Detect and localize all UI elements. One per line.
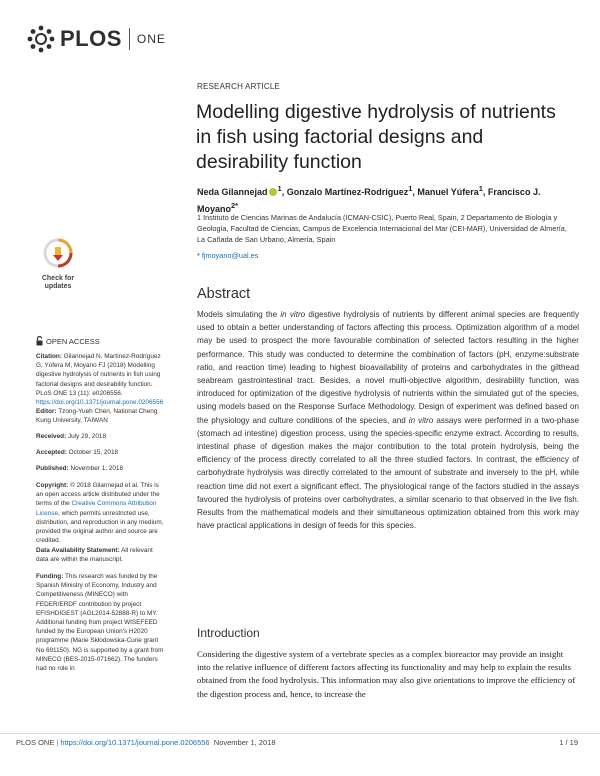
- sidebar-text: Gilannejad N, Martínez-Rodríguez G, Yúfera M, Moyano FJ (2018) Modelling digestive hydrolysis of nutrients in fish using factorial designs and desirability function. PLoS ONE 13 (11): e0206556.: [36, 353, 161, 397]
- sidebar-label: Copyright:: [36, 482, 69, 489]
- plos-one-logo[interactable]: [26, 22, 166, 56]
- footer-divider: [0, 733, 600, 734]
- abstract-part: assays were performed in a two-phase (stomach ad intestine) digestion process, using the species-specific enzyme extract. According to results, intestinal phase of digestion makes the major contribution to the total protein hydrolysis, being the efficiency of the process directly correlated to all the three studied factors. In contrast, the efficiency of carbohydrate hydrolysis was directly correlated to the amount of substrate and inversely to the pH, while reaction time did not exert a significant effect. The physiological range of the factors studied in the assays favoured the hydrolysis of proteins over carbohydrates, a similar scenario to that observed in the live fish. Results from the mathematical models and their simultaneous optimization obtained from this work may have practical applications in design of feeds for this species.: [197, 415, 579, 531]
- citation-block: [36, 352, 166, 407]
- abstract-em: in vitro: [408, 415, 434, 425]
- abstract-text: [197, 308, 579, 532]
- author-name[interactable]: , Manuel Yúfera: [412, 187, 479, 197]
- sidebar-label: Accepted:: [36, 449, 67, 456]
- abstract-em: in vitro: [280, 310, 306, 319]
- author-affil: 1: [277, 184, 282, 193]
- sidebar-text: , which permits unrestricted use, distribution, and reproduction in any medium, provided the original author and source are credited.: [36, 509, 164, 545]
- sidebar-label: Funding:: [36, 573, 64, 580]
- sidebar-text: July 29, 2018: [66, 433, 106, 440]
- sidebar-label: Published:: [36, 465, 69, 472]
- sidebar-label: Received:: [36, 433, 67, 440]
- citation-doi-link[interactable]: https://doi.org/10.1371/journal.pone.0206556: [36, 399, 164, 407]
- sidebar-text: Tzong-Yueh Chen, National Cheng Kung University, TAIWAN: [36, 408, 158, 425]
- author-list: [197, 182, 577, 216]
- corr-email-link[interactable]: fjmoyano@ual.es: [201, 251, 259, 260]
- author-name[interactable]: , Gonzalo Martínez-Rodríguez: [281, 187, 409, 197]
- sidebar-text: November 1, 2018: [68, 465, 124, 472]
- correspondence: [197, 251, 258, 260]
- page-footer: PLOS ONE | https://doi.org/10.1371/journal.pone.0206556 November 1, 2018: [16, 738, 276, 747]
- author-affil: 1: [478, 184, 483, 193]
- article-type: RESEARCH ARTICLE: [197, 82, 281, 91]
- check-updates-line2: updates: [44, 283, 72, 290]
- abstract-heading: Abstract: [197, 286, 251, 302]
- published-block: [36, 464, 166, 473]
- check-updates-icon: [43, 238, 73, 268]
- sidebar-text: All relevant data are within the manuscript.: [36, 547, 153, 564]
- sidebar-label: Editor:: [36, 408, 57, 415]
- orcid-icon[interactable]: [269, 188, 277, 196]
- introduction-text: Considering the digestive system of a vertebrate species as a complex bioreactor may provide an insight into the relative influence of different factors affecting its functionality and may help to explain the results obtained from the food hydrolysis. This information may also give orientations to improve the efficiency of the digestion process and, hence, to increase the: [197, 649, 576, 699]
- plos-dots-icon: [26, 24, 56, 54]
- footer-doi-link[interactable]: https://doi.org/10.1371/journal.pone.0206556: [60, 738, 210, 747]
- data-availability-block: [36, 546, 166, 564]
- author-name[interactable]: , Francisco J. Moyano: [197, 187, 541, 214]
- author-name[interactable]: Neda Gilannejad: [197, 187, 268, 197]
- logo-journal: ONE: [136, 32, 166, 46]
- footer-journal: PLOS ONE: [16, 738, 55, 747]
- funding-block: [36, 572, 166, 673]
- abstract-part: digestive hydrolysis of nutrients by different animal species are frequently used to obtain a better understanding of factors affecting this process. Optimization algorithm of a model may be used to prospect the more favourable combination of selected factors resulting in the higher performance. This study was conducted to determine the combination of factors (pH, enzyme:substrate ratio, and reaction time) leading to highest bioavailability of proteins and carbohydrates in the gilthead seabream gastrointestinal tract. Besides, a novel multi-objective algorithm, desirability function, was introduced for optimization of the digestive hydrolysis of nutrients within the simulated gut of the species, using models based on the Response Surface Methodology. Design of experiment was defined based on the physiology and culture conditions of the species, and: [197, 310, 580, 425]
- check-updates-line1: Check for: [41, 275, 75, 282]
- sidebar-label: Citation:: [36, 353, 62, 360]
- license-link[interactable]: Creative Commons Attribution License: [36, 500, 157, 517]
- affiliations: 1 Instituto de Ciencias Marinas de Andalucía (ICMAN-CSIC), Puerto Real, Spain, 2 Departamento de Biología y Geología, Facultad de Ciencias, Campus de Excelencia Internacional del Mar (CEI-MAR), Universidad de Almería, La Cañada de San Urbano, Almería, Spain: [197, 213, 567, 244]
- sidebar-text: © 2018 Gilannejad et al. This is an open access article distributed under the terms of the: [36, 482, 160, 508]
- logo-text: PLOS: [60, 26, 122, 51]
- editor-block: [36, 407, 166, 425]
- article-title: Modelling digestive hydrolysis of nutrients in fish using factorial designs and desirability function: [196, 101, 556, 173]
- introduction-heading: Introduction: [197, 626, 260, 640]
- corr-star: *: [197, 251, 200, 260]
- author-affil: 1: [408, 184, 413, 193]
- page-number: 1 / 19: [559, 738, 578, 747]
- open-access-label: OPEN ACCESS: [46, 336, 100, 346]
- sidebar-text: This research was funded by the Spanish Ministry of Economy, Industry and Competitiveness (MINECO) with FEDER/ERDF contribution by project EFISHDIGEST (AGL2014-52888-R) to MY. Additional funding from project WISEFEED funded by the European Union's H2020 programme (Marie Skłodowska-Curie grant No 691150). NG is supported by a grant from MINECO (BES-2015-071662). The funders had no role in: [36, 573, 164, 673]
- received-block: [36, 432, 166, 441]
- copyright-block: [36, 481, 166, 545]
- logo-divider: [129, 28, 130, 50]
- accepted-block: [36, 448, 166, 457]
- sidebar-text: October 15, 2018: [66, 449, 119, 456]
- sidebar-label: Data Availability Statement:: [36, 547, 120, 554]
- check-for-updates-badge[interactable]: [36, 238, 80, 288]
- open-lock-icon: [36, 336, 43, 346]
- open-access-badge: [36, 336, 100, 346]
- abstract-part: Models simulating the: [197, 310, 281, 319]
- footer-date: November 1, 2018: [213, 738, 276, 747]
- author-affil: 2*: [231, 201, 239, 210]
